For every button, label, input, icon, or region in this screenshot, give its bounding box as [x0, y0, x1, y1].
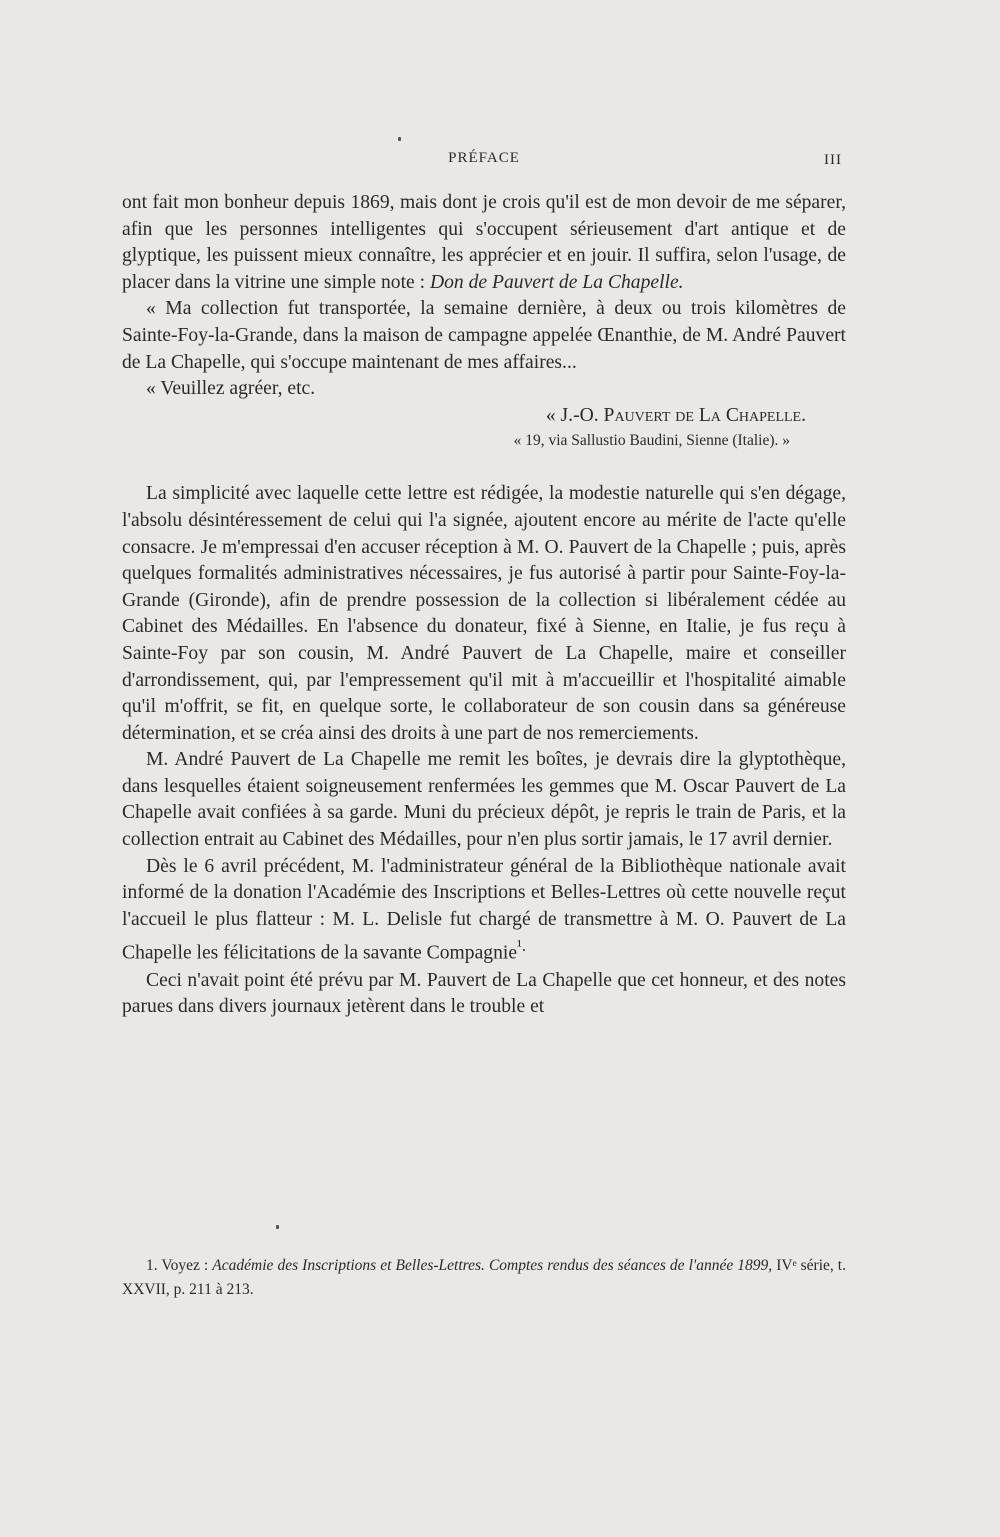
footnote-lead: 1. Voyez :: [146, 1257, 209, 1274]
paragraph-text: Dès le 6 avril précédent, M. l'administrateur général de la Bibliothèque nationale avait informé de la donation l'Académie des Inscriptions et Belles-Lettres où cette nouvelle reçut l'accueil le plus flatteur : M. L. Delisle fut chargé de transmettre à M. O. Pauvert de La Chapelle les félicitations de la savante Compagnie: [122, 855, 846, 964]
running-head: PRÉFACE: [448, 150, 520, 166]
paragraph: Ceci n'avait point été prévu par M. Pauvert de La Chapelle que cet honneur, et des notes parues dans divers journaux jetèrent dans le trouble et: [122, 969, 846, 1018]
footnote-tail: IVᵉ série, t. XXVII, p. 211 à 213.: [122, 1257, 846, 1298]
letter-address: « 19, via Sallustio Baudini, Sienne (Italie). »: [513, 432, 790, 450]
ink-speck: [398, 137, 401, 141]
letter-paragraph: « Ma collection fut transportée, la semaine dernière, à deux ou trois kilomètres de Sainte-Foy-la-Grande, dans la maison de campagne appelée Œnanthie, de M. André Pauvert de La Chapelle, qui s'occupe maintenant de mes affaires...: [122, 298, 846, 373]
page-header: [122, 150, 846, 174]
paragraph-text: ont fait mon bonheur depuis 1869, mais dont je crois qu'il est de mon devoir de me séparer, afin que les personnes intelligentes qui s'occupent sérieusement d'art antique et de glyptique, les puissent mieux connaître, les apprécier et en jouir. Il suffira, selon l'usage, de placer dans la vitrine une simple note :: [122, 192, 846, 293]
paragraph: [122, 854, 846, 968]
paragraph: [122, 190, 846, 296]
footnote-marker: ¹.: [517, 936, 526, 956]
footnote-title: Académie des Inscriptions et Belles-Lettres. Comptes rendus des séances de l'année 1899,: [212, 1257, 773, 1274]
page-number: III: [824, 152, 842, 168]
body-text: [122, 190, 846, 1021]
letter-signature: « J.-O. Pauvert de La Chapelle.: [545, 404, 806, 426]
ink-speck: [276, 1225, 279, 1229]
letter-closing: « Veuillez agréer, etc.: [146, 378, 316, 400]
italic-note: Don de Pauvert de La Chapelle.: [429, 271, 684, 293]
spacer: [122, 453, 846, 481]
paragraph: La simplicité avec laquelle cette lettre est rédigée, la modestie naturelle qui s'en dégage, l'absolu désintéressement de celui qui l'a signée, ajoutent encore au mérite de l'acte qu'elle consacre. Je m'empressai d'en accuser réception à M. O. Pauvert de la Chapelle ; puis, après quelques formalités administratives nécessaires, je fus autorisé à partir pour Sainte-Foy-la-Grande (Gironde), afin de prendre possession de la collection si libéralement cédée au Cabinet des Médailles. En l'absence du donateur, fixé à Sienne, en Italie, je fus reçu à Sainte-Foy par son cousin, M. André Pauvert de La Chapelle, maire et conseiller d'arrondissement, qui, par l'empressement qu'il mit à m'accueillir et l'hospitalité aimable qu'il m'offrit, se fit, en quelque sorte, le collaborateur de son cousin dans sa généreuse détermination, et se créa ainsi des droits à une part de nos remerciements.: [122, 483, 846, 744]
paragraph: M. André Pauvert de La Chapelle me remit les boîtes, je devrais dire la glyptothèque, dans lesquelles étaient soigneusement renfermées les gemmes que M. Oscar Pauvert de La Chapelle avait confiées à sa garde. Muni du précieux dépôt, je repris le train de Paris, et la collection entrait au Cabinet des Médailles, pour n'en plus sortir jamais, le 17 avril dernier.: [122, 749, 846, 851]
footnote: [122, 1254, 846, 1302]
